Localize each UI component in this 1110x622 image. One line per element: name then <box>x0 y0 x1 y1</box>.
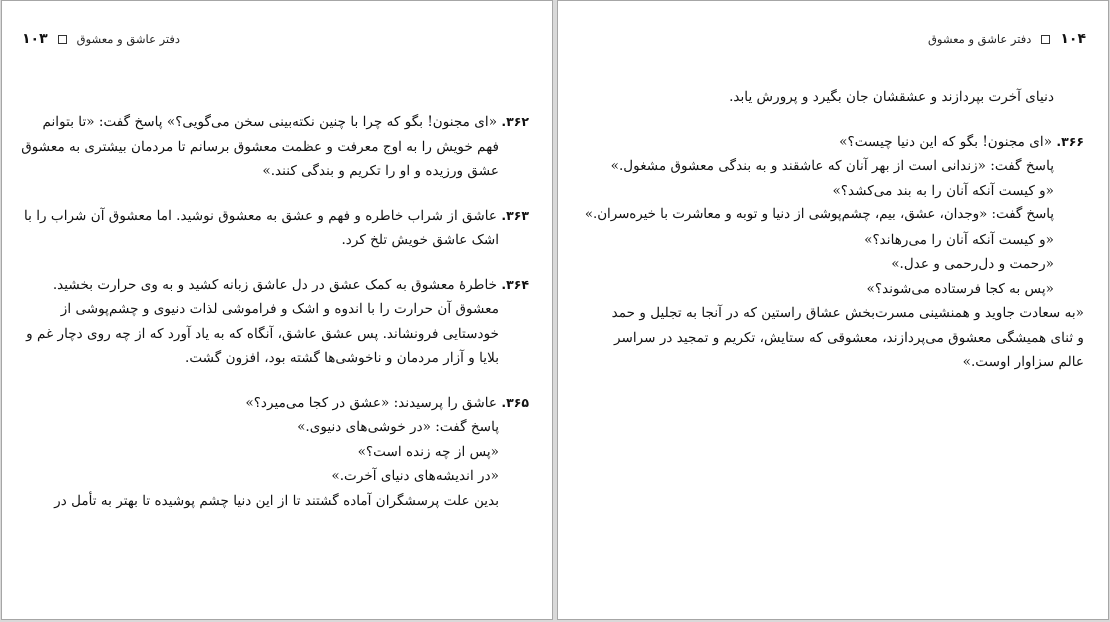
entry-366 <box>580 130 1084 375</box>
text-line: پاسخ گفت: «وجدان، عشق، بیم، چشم‌پوشی از دنیا و توبه و معاشرت با خیره‌سران.» <box>584 207 1054 222</box>
page-103 <box>1 0 553 620</box>
page-body <box>22 110 529 513</box>
text-line: ۳۶۵. عاشق را پرسیدند: «عشق در کجا می‌میرد؟» <box>245 394 529 411</box>
text-line: ۳۶۶. «ای مجنون! بگو که این دنیا چیست؟» <box>839 133 1084 150</box>
entry-365 <box>22 391 529 514</box>
text-line: «رحمت و دل‌رحمی و عدل.» <box>891 256 1054 272</box>
page-number: ۱۰۴ <box>1060 31 1086 47</box>
page-number: ۱۰۳ <box>22 31 48 47</box>
text-line: ۳۶۳. عاشق از شراب خاطره و فهم و عشق به معشوق نوشید. اما معشوق آن شراب را با <box>24 207 529 224</box>
entry-362 <box>22 110 529 184</box>
page-header <box>22 31 180 47</box>
running-title: دفتر عاشق و معشوق <box>76 32 181 46</box>
text-line: «پس به کجا فرستاده می‌شوند؟» <box>866 280 1054 297</box>
entry-number: ۳۶۴. <box>501 276 529 292</box>
entry-number: ۳۶۳. <box>501 207 529 223</box>
entry-number: ۳۶۶. <box>1056 133 1084 149</box>
page-header <box>928 31 1086 47</box>
text-line: و ثنای همیشگی معشوق می‌پردازند، معشوقی که ستایش، تکریم و تمجید در سراسر <box>613 329 1084 346</box>
text-line: بدین علت پرسشگران آماده گشتند تا از این دنیا چشم پوشیده تا بهتر به تأمل در <box>54 492 499 509</box>
text-line: فهم خویش را به اوج معرفت و عظمت معشوق برسانم تا مردمان بیشتری به معشوق <box>21 138 499 155</box>
text-line: بلایا و آزار مردمان و ناخوشی‌ها گشته بود، افزون گشت. <box>185 350 499 366</box>
running-title: دفتر عاشق و معشوق <box>927 32 1032 46</box>
page-body <box>580 85 1084 375</box>
text-line: دنیای آخرت بپردازند و عشقشان جان بگیرد و پرورش یابد. <box>729 89 1054 105</box>
text-line: اشک عاشق خویش تلخ کرد. <box>341 232 499 248</box>
text-line: عالم سزاوار اوست.» <box>962 354 1084 370</box>
text-line: «و کیست آنکه آنان را می‌رهاند؟» <box>864 231 1054 248</box>
text-line: پاسخ گفت: «زندانی است از بهر آنان که عاشقند و به بندگی معشوق مشغول.» <box>610 158 1054 174</box>
text-line: خودستایی فرونشاند. پس عشق عاشق، آنگاه که به یاد آورد که از چه روی دچار غم و <box>26 325 499 342</box>
text-line: ۳۶۲. «ای مجنون! بگو که چرا با چنین نکته‌بینی سخن می‌گویی؟» پاسخ گفت: «تا بتوانم <box>42 114 529 130</box>
entry-number: ۳۶۵. <box>501 394 529 410</box>
square-ornament-icon <box>1041 35 1050 44</box>
page-104 <box>557 0 1109 620</box>
square-ornament-icon <box>58 35 67 44</box>
text-line: «پس از چه زنده است؟» <box>357 443 499 460</box>
text-line: پاسخ گفت: «در خوشی‌های دنیوی.» <box>297 419 499 435</box>
text-line: «در اندیشه‌های دنیای آخرت.» <box>331 468 499 484</box>
text-line: «به سعادت جاوید و همنشینی مسرت‌بخش عشاق راستین که در آنجا به تجلیل و حمد <box>611 305 1084 321</box>
entry-363 <box>22 204 529 253</box>
text-line: عشق ورزیده و او را تکریم و بندگی کنند.» <box>262 163 499 179</box>
text-line: ۳۶۴. خاطرهٔ معشوق به کمک عشق در دل عاشق زبانه کشید و به وی حرارت بخشید. <box>52 276 529 293</box>
entry-364 <box>22 273 529 371</box>
continuation-paragraph <box>580 85 1084 110</box>
text-line: معشوق آن حرارت را با اندوه و اشک و فراموشی لذات دنیوی و چشم‌پوشی از <box>60 301 499 317</box>
text-line: «و کیست آنکه آنان را به بند می‌کشد؟» <box>832 182 1054 199</box>
entry-number: ۳۶۲. <box>501 114 529 129</box>
